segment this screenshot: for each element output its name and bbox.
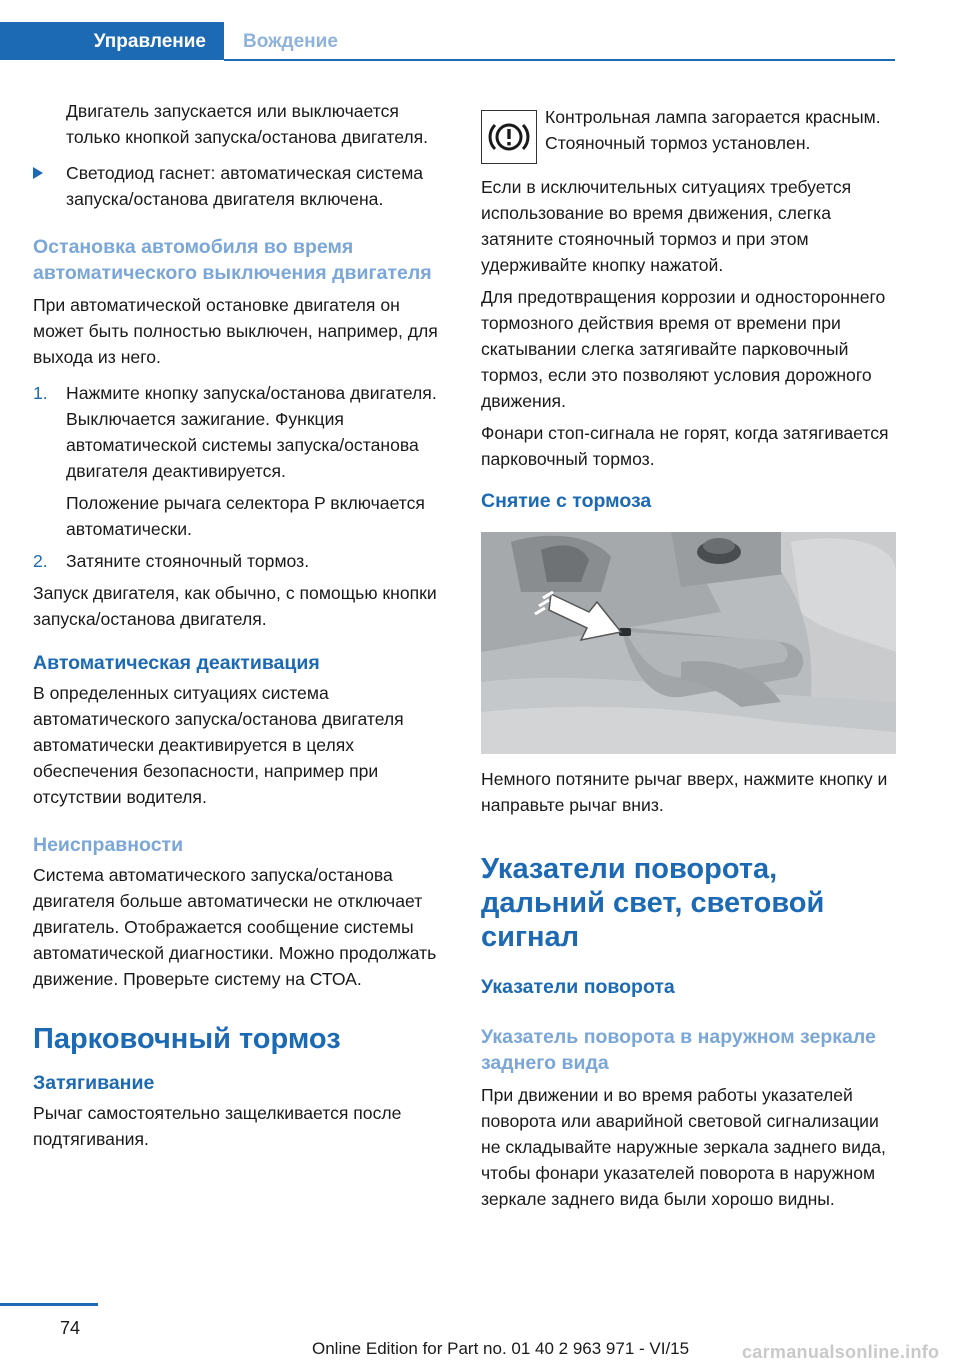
stop-paragraph: При автоматической остановке двигателя он может быть полностью выключен, например, для выхода из него. bbox=[33, 295, 438, 367]
heading-stop-during-auto-off: Остановка автомобиля во время автоматического выключения двигателя bbox=[33, 236, 432, 284]
releasing-paragraph: Немного потяните рычаг вверх, нажмите кнопку и направьте рычаг вниз. bbox=[481, 769, 888, 815]
step-1-note: Положение рычага селектора P включается автоматически. bbox=[66, 493, 425, 539]
watermark: carmanualsonline.info bbox=[742, 1342, 940, 1362]
bullet-text: Светодиод гаснет: автоматическая система запуска/останова двигателя включена. bbox=[66, 163, 424, 209]
edition-note: Online Edition for Part no. 01 40 2 963 971 - VI/15 bbox=[312, 1339, 690, 1358]
step-2-text: Затяните стояночный тормоз. bbox=[66, 551, 310, 571]
exception-paragraph: Если в исключительных ситуациях требуется использование во время движения, слегка затяните стояночный тормоз и при этом удерживайте кнопку нажатой. bbox=[481, 177, 852, 275]
step-1-number: 1. bbox=[33, 383, 48, 403]
heading-releasing: Снятие с тормоза bbox=[481, 490, 652, 512]
heading-applying: Затягивание bbox=[33, 1072, 155, 1094]
malfunctions-paragraph: Система автоматического запуска/останова двигателя больше автоматически не отключает двигатель. Отображается сообщение системы автоматической диагностики. Можно продолжать движение. Проверьте систему на СТОА. bbox=[33, 865, 437, 989]
step-2-number: 2. bbox=[33, 551, 48, 571]
step-2 bbox=[33, 548, 453, 574]
parking-brake-lever-photo bbox=[481, 532, 896, 754]
indicator-lamp-row bbox=[481, 98, 896, 164]
tab-controls[interactable] bbox=[0, 22, 224, 60]
mirror-paragraph: При движении и во время работы указателей поворота или аварийной световой сигнализации не складывайте наружные зеркала заднего вида, чтобы фонари указателей поворота в наружном зеркале заднего вида были хорошо видны. bbox=[481, 1085, 886, 1209]
lamp-paragraph: Контрольная лампа загорается красным. Стояночный тормоз установлен. bbox=[545, 107, 881, 153]
parking-brake-warning-icon bbox=[481, 110, 537, 164]
heading-mirror-turn-signal: Указатель поворота в наружном зеркале заднего вида bbox=[481, 1026, 876, 1074]
triangle-bullet-icon bbox=[33, 160, 43, 186]
page-number: 74 bbox=[60, 1318, 81, 1338]
step-1 bbox=[33, 380, 453, 484]
auto-deactivation-paragraph: В определенных ситуациях система автоматического запуска/останова двигателя автоматически деактивируется в целях обеспечения безопасности, например при отсутствии водителя. bbox=[33, 683, 404, 807]
start-paragraph: Запуск двигателя, как обычно, с помощью кнопки запуска/останова двигателя. bbox=[33, 583, 437, 629]
bullet-item bbox=[33, 160, 453, 212]
footer-divider bbox=[0, 1303, 98, 1306]
right-column bbox=[481, 98, 896, 1212]
heading-auto-deactivation: Автоматическая деактивация bbox=[33, 652, 320, 674]
intro-paragraph: Двигатель запускается или выключается только кнопкой запуска/останова двигателя. bbox=[66, 101, 429, 147]
tab-controls-label: Управление bbox=[93, 31, 206, 52]
corrosion-paragraph: Для предотвращения коррозии и одностороннего тормозного действия время от времени при скатывании слегка затягивайте парковочный тормоз, если это позволяют условия дорожного движения. bbox=[481, 287, 886, 411]
heading-turn-signals: Указатели поворота, дальний свет, световой сигнал bbox=[481, 853, 825, 953]
step-1-text: Нажмите кнопку запуска/останова двигателя. Выключается зажигание. Функция автоматической системы запуска/останова двигателя деактивируется. bbox=[66, 383, 437, 481]
left-column bbox=[33, 98, 453, 1152]
heading-parking-brake: Парковочный тормоз bbox=[33, 1023, 341, 1055]
brake-lights-paragraph: Фонари стоп-сигнала не горят, когда затягивается парковочный тормоз. bbox=[481, 423, 889, 469]
heading-malfunctions: Неисправности bbox=[33, 834, 184, 856]
header-divider bbox=[224, 59, 895, 61]
tab-driving[interactable]: Вождение bbox=[243, 31, 338, 52]
section-tabs bbox=[0, 22, 895, 62]
applying-paragraph: Рычаг самостоятельно защелкивается после подтягивания. bbox=[33, 1103, 402, 1149]
heading-turn-signals-sub: Указатели поворота bbox=[481, 976, 675, 998]
